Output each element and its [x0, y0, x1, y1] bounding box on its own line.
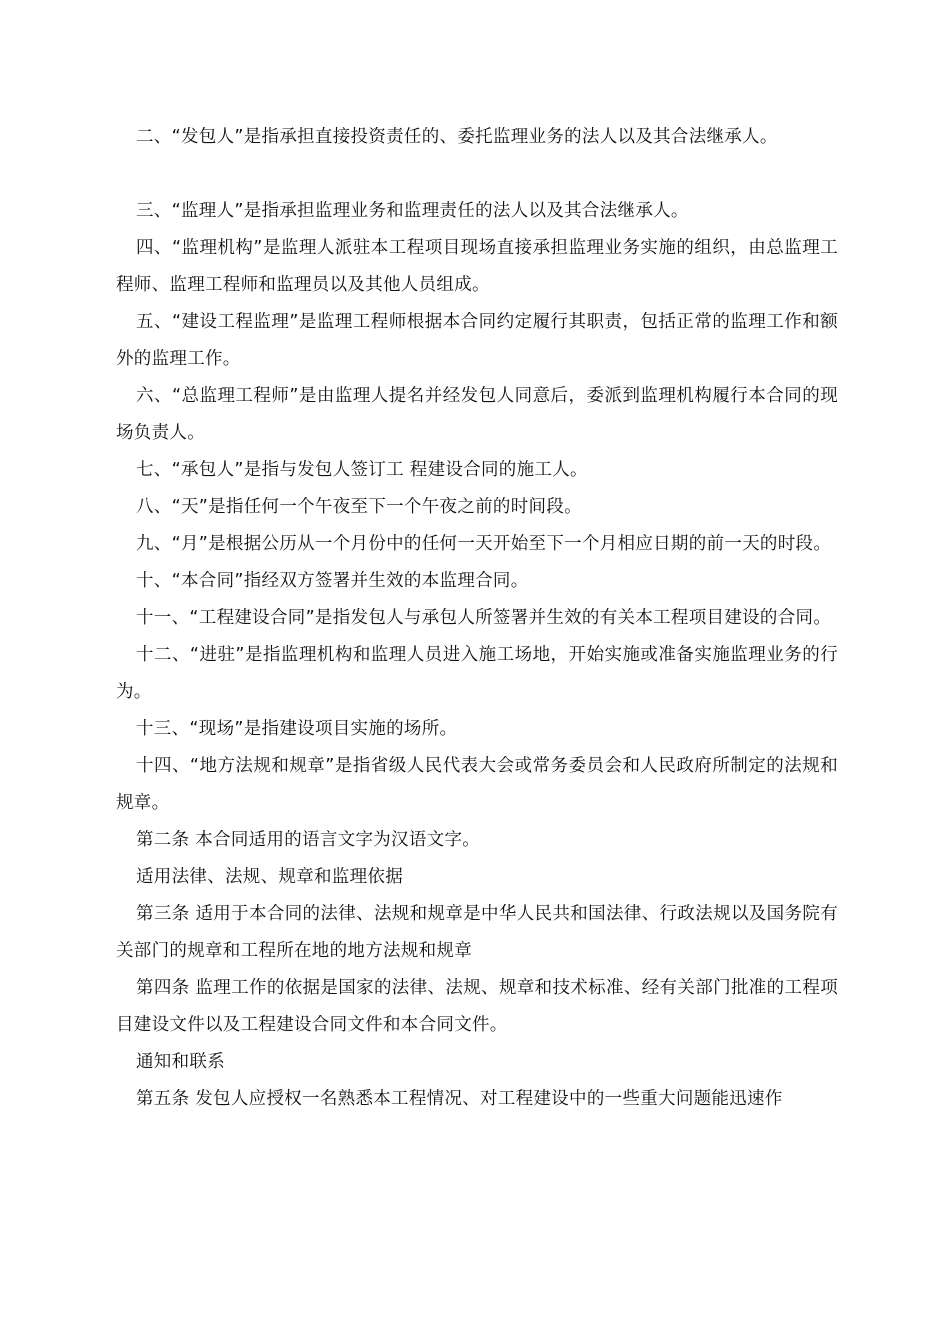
definition-local-regulations: 十四、“地方法规和规章”是指省级人民代表大会或常务委员会和人民政府所制定的法规和规章。 [116, 756, 838, 813]
definition-construction-supervision: 五、“建设工程监理”是监理工程师根据本合同约定履行其职责，包括正常的监理工作和额外的监理工作。 [116, 312, 838, 369]
definition-site: 十三、“现场”是指建设项目实施的场所。 [136, 719, 458, 739]
definition-contractor: 七、“承包人”是指与发包人签订工 程建设合同的施工人。 [136, 460, 588, 480]
article-2: 第二条 本合同适用的语言文字为汉语文字。 [136, 830, 481, 850]
article-5: 第五条 发包人应授权一名熟悉本工程情况、对工程建设中的一些重大问题能迅速作 [136, 1089, 783, 1109]
definition-day: 八、“天”是指任何一个午夜至下一个午夜之前的时间段。 [136, 497, 582, 517]
article-3: 第三条 适用于本合同的法律、法规和规章是中华人民共和国法律、行政法规以及国务院有关部门的规章和工程所在地的地方法规和规章 [116, 904, 838, 961]
article-4: 第四条 监理工作的依据是国家的法律、法规、规章和技术标准、经有关部门批准的工程项目建设文件以及工程建设合同文件和本合同文件。 [116, 978, 838, 1035]
section-heading-notice: 通知和联系 [136, 1052, 225, 1072]
definition-supervisor: 三、“监理人”是指承担监理业务和监理责任的法人以及其合法继承人。 [136, 201, 689, 221]
definition-entry: 十二、“进驻”是指监理机构和监理人员进入施工场地，开始实施或准备实施监理业务的行为。 [116, 645, 838, 702]
definition-construction-contract: 十一、“工程建设合同”是指发包人与承包人所签署并生效的有关本工程项目建设的合同。 [136, 608, 832, 628]
definition-this-contract: 十、“本合同”指经双方签署并生效的本监理合同。 [136, 571, 529, 591]
document-body [116, 193, 838, 1118]
definition-employer: 二、“发包人”是指承担直接投资责任的、委托监理业务的法人以及其合法继承人。 [136, 127, 778, 147]
definition-month: 九、“月”是根据公历从一个月份中的任何一天开始至下一个月相应日期的前一天的时段。 [136, 534, 832, 554]
section-heading-applicable-law: 适用法律、法规、规章和监理依据 [136, 867, 403, 887]
definition-supervision-agency: 四、“监理机构”是监理人派驻本工程项目现场直接承担监理业务实施的组织，由总监理工程师、监理工程师和监理员以及其他人员组成。 [116, 238, 838, 295]
definition-chief-engineer: 六、“总监理工程师”是由监理人提名并经发包人同意后，委派到监理机构履行本合同的现场负责人。 [116, 386, 838, 443]
